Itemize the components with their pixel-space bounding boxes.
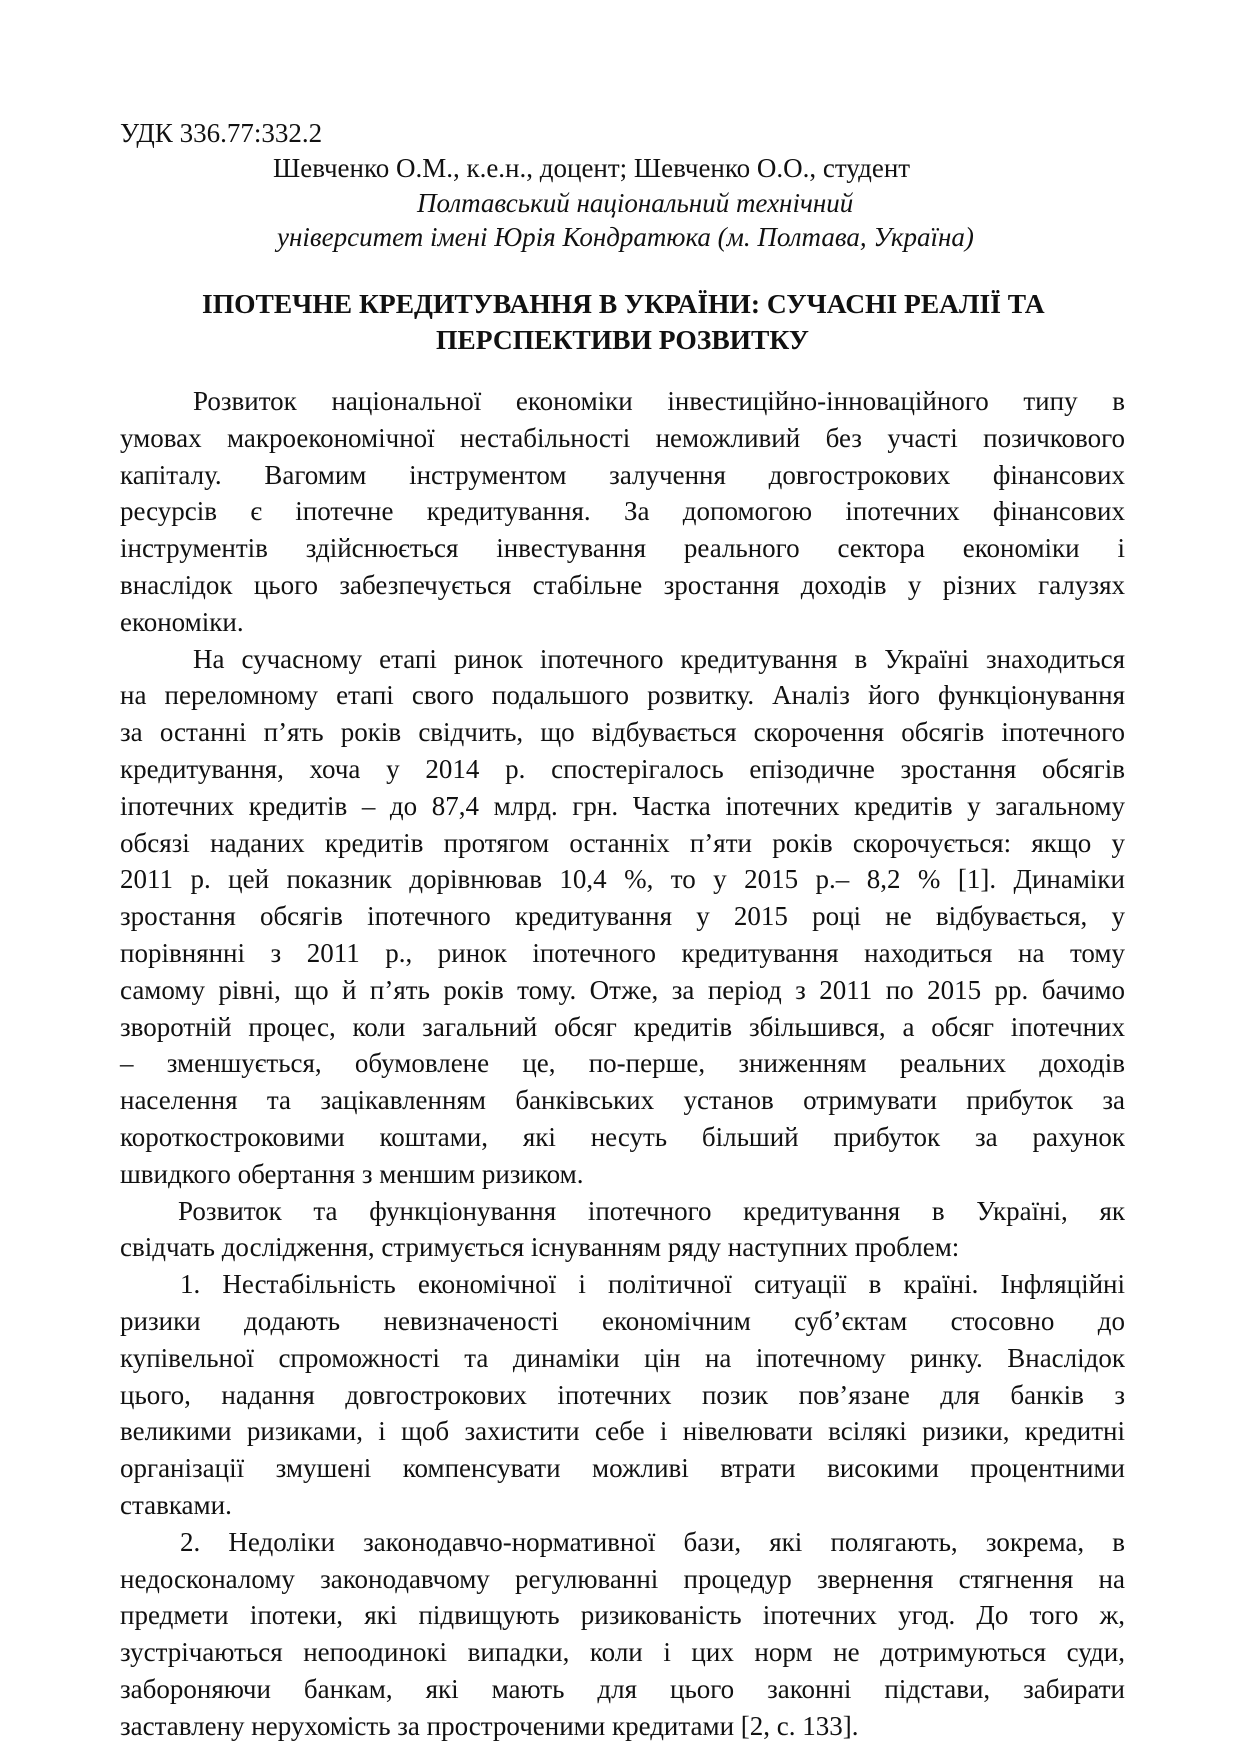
text-line: – зменшується, обумовлене це, по-перше, зниженням реальних доходів [120, 1048, 1125, 1079]
affiliation-line-2: університет імені Юрія Кондратюка (м. Полтава, Україна) [277, 222, 974, 252]
text-line: кредитування, хоча у 2014 р. спостерігалось епізодичне зростання обсягів [120, 753, 1125, 784]
text-line: внаслідок цього забезпечується стабільне зростання доходів у різних галузях [120, 569, 1125, 600]
text-line: на переломному етапі свого подальшого розвитку. Аналіз його функціонування [120, 680, 1125, 711]
text-line: ресурсів є іпотечне кредитування. За допомогою іпотечних фінансових [120, 496, 1125, 527]
text-line: забороняючи банкам, які мають для цього законні підстави, забирати [120, 1673, 1125, 1704]
udk-code: УДК 336.77:332.2 [120, 118, 323, 148]
paragraph [120, 383, 1125, 641]
text-line: короткостроковими коштами, які несуть більший прибуток за рахунок [120, 1121, 1125, 1152]
text-line: інструментів здійснюється інвестування реального сектора економіки і [120, 533, 1125, 564]
text-line: іпотечних кредитів – до 87,4 млрд. грн. Частка іпотечних кредитів у загальному [120, 790, 1125, 821]
text-line: 1. Нестабільність економічної і політичної ситуації в країні. Інфляційні [180, 1269, 1125, 1300]
text-line: за останні п’ять років свідчить, що відбувається скорочення обсягів іпотечного [120, 717, 1125, 748]
paragraph [120, 1193, 1125, 1267]
text-line: предмети іпотеки, які підвищують ризикованість іпотечних угод. До того ж, [120, 1600, 1125, 1631]
text-line: ризики додають невизначеності економічним суб’єктам стосовно до [120, 1305, 1125, 1336]
paragraph [120, 1524, 1125, 1745]
text-line: Розвиток та функціонування іпотечного кредитування в Україні, як [178, 1195, 1125, 1226]
text-line: економіки. [120, 606, 244, 637]
text-line: швидкого обертання з меншим ризиком. [120, 1158, 584, 1189]
text-line: порівнянні з 2011 р., ринок іпотечного кредитування находиться на тому [120, 937, 1125, 968]
text-line: зустрічаються непоодинокі випадки, коли і цих норм не дотримуються суди, [120, 1637, 1125, 1668]
text-line: недосконалому законодавчому регулюванні процедур звернення стягнення на [120, 1563, 1125, 1594]
text-line: зворотній процес, коли загальний обсяг кредитів збільшився, а обсяг іпотечних [120, 1011, 1125, 1042]
text-line: ставками. [120, 1489, 232, 1520]
text-line: заставлену нерухомість за простроченими кредитами [2, с. 133]. [120, 1710, 859, 1741]
text-line: зростання обсягів іпотечного кредитування у 2015 році не відбувається, у [120, 901, 1125, 932]
article-title [120, 286, 1125, 358]
text-line: Розвиток національної економіки інвестиційно-інноваційного типу в [193, 386, 1125, 416]
text-line: обсязі наданих кредитів протягом останніх п’яти років скорочується: якщо у [120, 827, 1125, 858]
authors: Шевченко О.М., к.е.н., доцент; Шевченко О.О., студент [273, 153, 911, 183]
affiliation-line-1: Полтавський національний технічний [417, 188, 854, 218]
title-line-2: ПЕРСПЕКТИВИ РОЗВИТКУ [436, 324, 809, 355]
text-line: населення та зацікавленням банківських установ отримувати прибуток за [120, 1085, 1125, 1116]
text-line: цього, надання довгострокових іпотечних позик пов’язане для банків з [120, 1379, 1125, 1410]
paragraph [120, 641, 1125, 1193]
text-line: капіталу. Вагомим інструментом залучення довгострокових фінансових [120, 459, 1125, 490]
text-line: умовах макроекономічної нестабільності неможливий без участі позичкового [120, 422, 1125, 453]
text-line: На сучасному етапі ринок іпотечного кредитування в Україні знаходиться [193, 643, 1125, 674]
text-line: самому рівні, що й п’ять років тому. Отже, за період з 2011 по 2015 рр. бачимо [120, 974, 1125, 1005]
title-line-1: ІПОТЕЧНЕ КРЕДИТУВАННЯ В УКРАЇНИ: СУЧАСНІ РЕАЛІЇ ТА [202, 288, 1045, 319]
paragraph [120, 1266, 1125, 1524]
text-line: великими ризиками, і щоб захистити себе і нівелювати всілякі ризики, кредитні [120, 1416, 1125, 1447]
text-line: свідчать дослідження, стримується існуванням ряду наступних проблем: [120, 1232, 960, 1263]
text-line: організації змушені компенсувати можливі втрати високими процентними [120, 1453, 1125, 1484]
text-line: купівельної спроможності та динаміки цін на іпотечному ринку. Внаслідок [120, 1342, 1125, 1373]
article-body [120, 383, 1125, 1744]
text-line: 2. Недоліки законодавчо-нормативної бази, які полягають, зокрема, в [180, 1526, 1125, 1557]
text-line: 2011 р. цей показник дорівнював 10,4 %, то у 2015 р.– 8,2 % [1]. Динаміки [120, 864, 1125, 895]
